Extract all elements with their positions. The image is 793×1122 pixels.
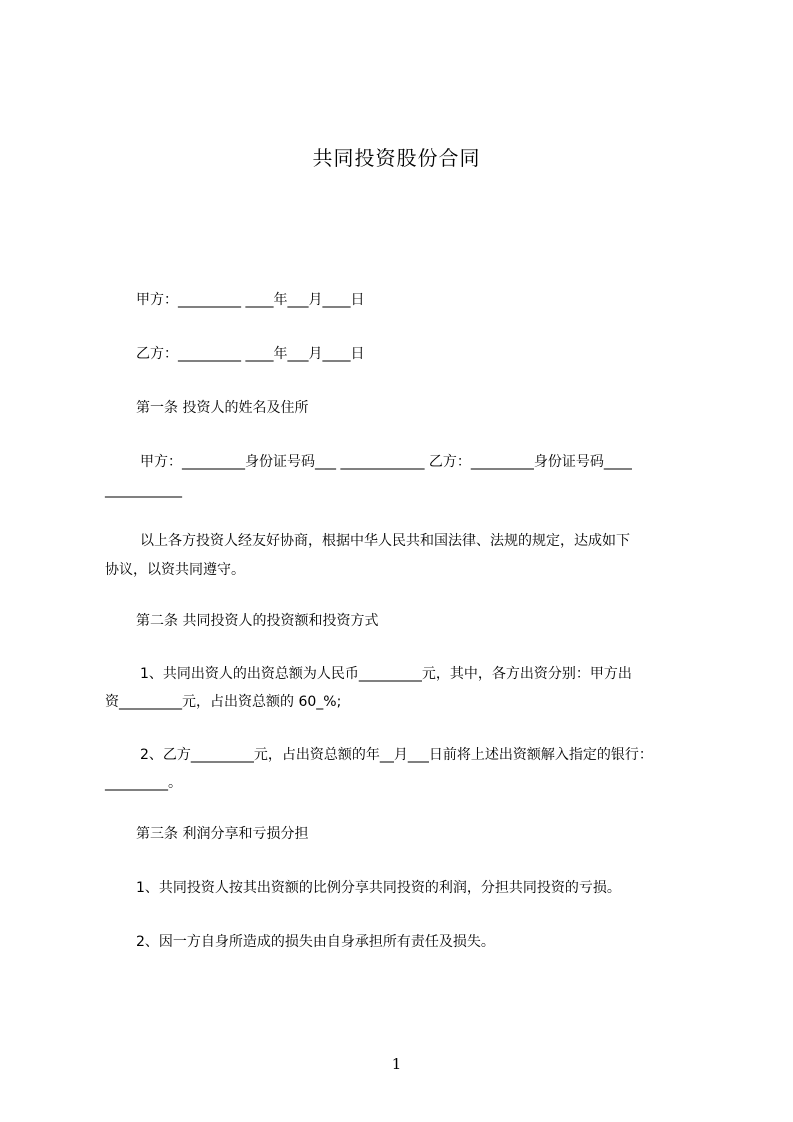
article-2-clause-2-line-1: 2、乙方_________元，占出资总额的年__月___日前将上述出资额解入指定的银行： — [140, 747, 653, 763]
party-id-line: 甲方：_________身份证号码___ ____________ 乙方：_________身份证号码____ — [140, 454, 632, 470]
contract-title: 共同投资股份合同 — [312, 146, 481, 170]
article-2-heading: 第二条 共同投资人的投资额和投资方式 — [136, 613, 379, 629]
party-a-date-line: 甲方：_________ ____年___月____日 — [136, 292, 365, 308]
party-id-line-continued: ___________ — [105, 482, 182, 498]
article-1-heading: 第一条 投资人的姓名及住所 — [136, 400, 309, 416]
article-3-heading: 第三条 利润分享和亏损分担 — [136, 826, 309, 842]
article-2-clause-2-line-2: _________。 — [105, 775, 182, 791]
page-number: 1 — [391, 1055, 402, 1073]
article-2-clause-1-line-1: 1、共同出资人的出资总额为人民币_________元，其中，各方出资分别：甲方出 — [140, 666, 632, 682]
article-3-clause-2: 2、因一方自身所造成的损失由自身承担所有责任及损失。 — [136, 934, 495, 950]
party-b-date-line: 乙方：_________ ____年___月____日 — [136, 346, 365, 362]
article-3-clause-1: 1、共同投资人按其出资额的比例分享共同投资的利润，分担共同投资的亏损。 — [136, 880, 621, 896]
article-2-clause-1-line-2: 资_________元，占出资总额的 60_%; — [105, 694, 342, 710]
preamble-line-1: 以上各方投资人经友好协商，根据中华人民共和国法律、法规的规定，达成如下 — [140, 533, 630, 549]
preamble-line-2: 协议，以资共同遵守。 — [105, 562, 245, 578]
